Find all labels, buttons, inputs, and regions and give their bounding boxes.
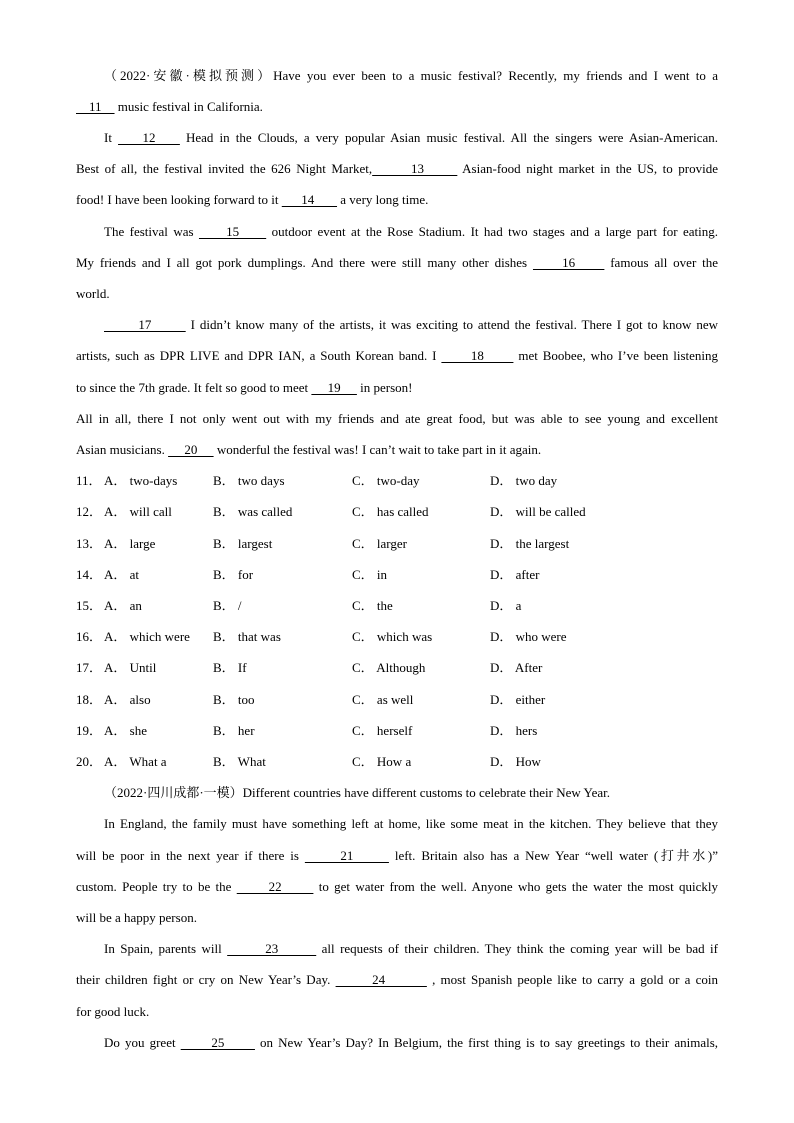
option-d[interactable]: D． after	[490, 567, 540, 582]
passage1-line-4: Best of all, the festival invited the 626 Night Market, 13 Asian-food night market in the US, to provide	[76, 161, 718, 176]
passage2-line-1: （2022·四川成都·一模）Different countries have different customs to celebrate their New Year.	[104, 785, 611, 800]
blank-19[interactable]: 19	[311, 380, 357, 395]
option-a[interactable]: A． at	[104, 567, 140, 582]
options-row-12	[76, 503, 718, 521]
option-c[interactable]: C． has called	[352, 504, 429, 519]
option-d[interactable]: D． How	[490, 754, 541, 769]
options-row-19	[76, 722, 718, 740]
option-a[interactable]: A． will call	[104, 504, 172, 519]
blank-21[interactable]: 21	[304, 848, 389, 863]
option-b[interactable]: B． was called	[213, 504, 293, 519]
option-a[interactable]: A． an	[104, 598, 142, 613]
option-a[interactable]: A． also	[104, 692, 151, 707]
options-row-18	[76, 691, 718, 709]
blank-16[interactable]: 16	[532, 255, 605, 270]
blank-18[interactable]: 18	[441, 348, 514, 363]
option-b[interactable]: B． If	[213, 660, 247, 675]
option-d[interactable]: D． will be called	[490, 504, 586, 519]
passage2-line-5: will be a happy person.	[76, 910, 197, 925]
passage1-line-11: to since the 7th grade. It felt so good to meet 19 in person!	[76, 380, 413, 395]
question-number: 19．	[76, 723, 103, 738]
question-number: 18．	[76, 692, 103, 707]
option-d[interactable]: D． who were	[490, 629, 567, 644]
blank-17[interactable]: 17	[104, 317, 186, 332]
blank-20[interactable]: 20	[168, 442, 214, 457]
option-c[interactable]: C． which was	[352, 629, 433, 644]
option-b[interactable]: B． her	[213, 723, 255, 738]
passage1-line-13: Asian musicians. 20 wonderful the festival was! I can’t wait to take part in it again.	[76, 442, 542, 457]
passage1-line-7: My friends and I all got pork dumplings. And there were still many other dishes 16 famous all over the	[76, 255, 718, 270]
option-d[interactable]: D． the largest	[490, 536, 570, 551]
option-c[interactable]: C． How a	[352, 754, 412, 769]
option-b[interactable]: B． for	[213, 567, 254, 582]
option-c[interactable]: C． the	[352, 598, 393, 613]
passage2-line-8: for good luck.	[76, 1004, 150, 1019]
option-b[interactable]: B． that was	[213, 629, 281, 644]
passage2-line-9: Do you greet 25 on New Year’s Day? In Belgium, the first thing is to say greetings to their animals,	[104, 1035, 719, 1050]
blank-14[interactable]: 14	[281, 192, 338, 207]
passage1-line-8: world.	[76, 286, 110, 301]
option-d[interactable]: D． either	[490, 692, 546, 707]
question-number: 13．	[76, 536, 103, 551]
passage2-line-7: their children fight or cry on New Year’s Day. 24 , most Spanish people like to carry a gold or a coin	[76, 972, 718, 987]
passage1-line-10: artists, such as DPR LIVE and DPR IAN, a South Korean band. I 18 met Boobee, who I’ve been listening	[76, 348, 719, 363]
question-number: 15．	[76, 598, 103, 613]
option-a[interactable]: A． large	[104, 536, 156, 551]
option-a[interactable]: A． What a	[104, 754, 167, 769]
question-number: 14．	[76, 567, 103, 582]
question-number: 17．	[76, 660, 103, 675]
option-c[interactable]: C． Although	[352, 660, 426, 675]
options-row-16	[76, 628, 718, 646]
blank-13[interactable]: 13	[372, 161, 458, 176]
passage2-line-3: will be poor in the next year if there is 21 left. Britain also has a New Year “well water (打井水)”	[76, 848, 718, 863]
option-c[interactable]: C． in	[352, 567, 388, 582]
blank-12[interactable]: 12	[118, 130, 180, 145]
passage1-line-6: The festival was 15 outdoor event at the Rose Stadium. It had two stages and a large part for eating.	[104, 224, 719, 239]
passage1-line-12: All in all, there I not only went out with my friends and ate great food, but was able to see young and excellent	[76, 411, 718, 426]
option-a[interactable]: A． Until	[104, 660, 157, 675]
option-b[interactable]: B． What	[213, 754, 266, 769]
option-b[interactable]: B． largest	[213, 536, 273, 551]
passage2-line-2: In England, the family must have something left at home, like some meat in the kitchen. They believe that they	[104, 816, 718, 831]
question-number: 11．	[76, 473, 102, 488]
blank-23[interactable]: 23	[227, 941, 317, 956]
blank-15[interactable]: 15	[198, 224, 267, 239]
options-row-15	[76, 597, 718, 615]
blank-25[interactable]: 25	[180, 1035, 255, 1050]
options-row-14	[76, 566, 718, 584]
option-d[interactable]: D． hers	[490, 723, 538, 738]
option-b[interactable]: B． /	[213, 598, 242, 613]
options-row-17	[76, 659, 718, 677]
options-row-11	[76, 472, 718, 490]
question-number: 16．	[76, 629, 103, 644]
option-c[interactable]: C． herself	[352, 723, 413, 738]
question-number: 20．	[76, 754, 103, 769]
passage1-line-2: 11 music festival in California.	[76, 99, 263, 114]
options-row-13	[76, 535, 718, 553]
passage1-line-5: food! I have been looking forward to it 14 a very long time.	[76, 192, 429, 207]
option-c[interactable]: C． as well	[352, 692, 414, 707]
blank-24[interactable]: 24	[335, 972, 427, 987]
blank-22[interactable]: 22	[236, 879, 314, 894]
option-d[interactable]: D． two day	[490, 473, 558, 488]
option-a[interactable]: A． which were	[104, 629, 190, 644]
passage2-line-6: In Spain, parents will 23 all requests of their children. They think the coming year will be bad if	[104, 941, 718, 956]
question-number: 12．	[76, 504, 103, 519]
option-c[interactable]: C． larger	[352, 536, 407, 551]
passage1-line-9: 17 I didn’t know many of the artists, it was exciting to attend the festival. There I got to know new	[104, 317, 718, 332]
options-row-20	[76, 753, 718, 771]
option-b[interactable]: B． two days	[213, 473, 285, 488]
option-a[interactable]: A． she	[104, 723, 147, 738]
option-d[interactable]: D． a	[490, 598, 522, 613]
passage2-line-4: custom. People try to be the 22 to get water from the well. Anyone who gets the water the most quickly	[76, 879, 719, 894]
option-b[interactable]: B． too	[213, 692, 255, 707]
blank-11[interactable]: 11	[76, 99, 115, 114]
option-c[interactable]: C． two-day	[352, 473, 420, 488]
passage1-line-3: It 12 Head in the Clouds, a very popular Asian music festival. All the singers were Asian-American.	[104, 130, 718, 145]
option-a[interactable]: A． two-days	[104, 473, 178, 488]
option-d[interactable]: D． After	[490, 660, 543, 675]
passage1-line-1: （2022·安徽·模拟预测）Have you ever been to a music festival? Recently, my friends and I went to a	[104, 68, 718, 83]
